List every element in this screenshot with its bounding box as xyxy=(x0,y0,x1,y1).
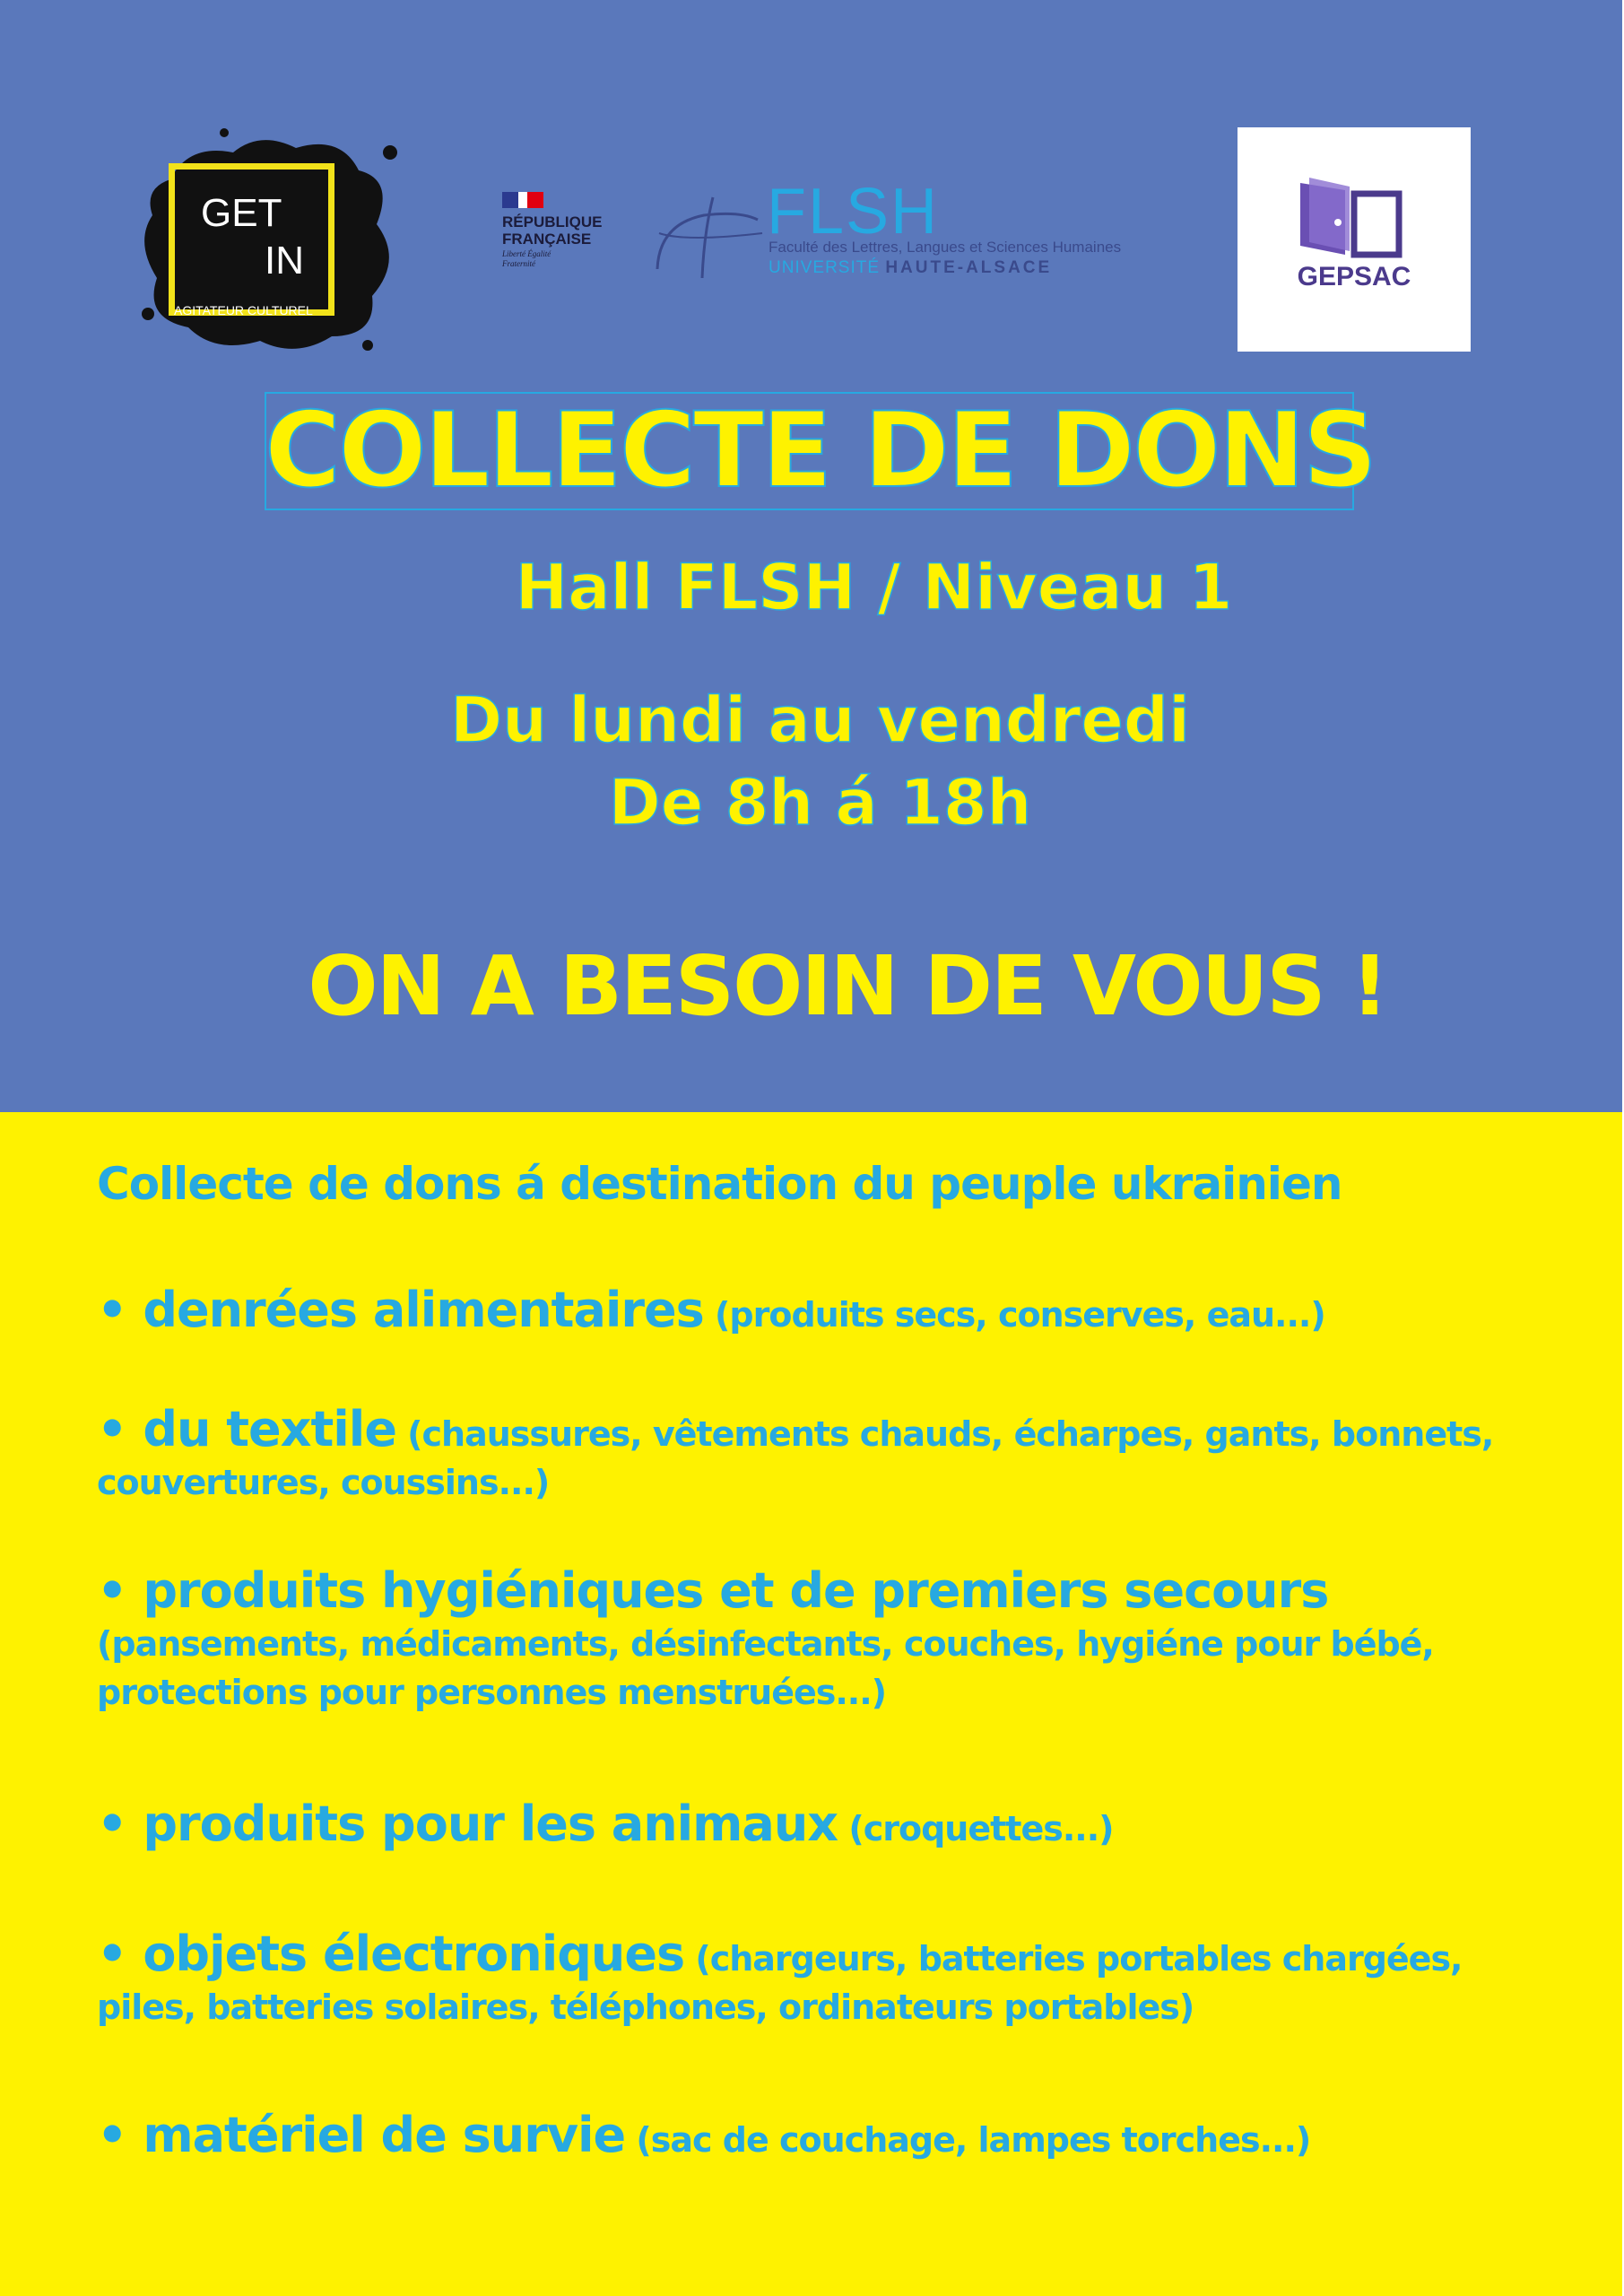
flsh-subtitle: Faculté des Lettres, Langues et Sciences Humaines xyxy=(769,239,1122,256)
getin-tagline: AGITATEUR CULTUREL xyxy=(174,303,313,317)
list-item xyxy=(97,1562,1568,1717)
item-title: • produits pour les animaux xyxy=(97,1796,838,1852)
call-to-action: ON A BESOIN DE VOUS ! xyxy=(308,938,1387,1034)
days-text: Du lundi au vendredi xyxy=(449,683,1191,757)
item-title: • produits hygiéniques et de premiers secours xyxy=(97,1562,1329,1619)
republique-francaise-logo xyxy=(499,188,615,287)
flsh-acronym: FLSH xyxy=(767,176,940,248)
list-item xyxy=(97,2109,1568,2164)
item-title: • du textile xyxy=(97,1401,396,1457)
getin-line2: IN xyxy=(265,239,304,283)
flsh-swoosh-icon xyxy=(650,179,767,287)
hours-text: De 8h á 18h xyxy=(608,766,1032,839)
flsh-logo xyxy=(650,176,1125,287)
getin-logo xyxy=(135,126,404,359)
item-title: • objets électroniques xyxy=(97,1926,685,1982)
book-door-icon xyxy=(1238,127,1471,262)
collection-intro: Collecte de dons á destination du peuple ukrainien xyxy=(97,1158,1342,1210)
list-item xyxy=(97,1284,1568,1339)
item-title: • denrées alimentaires xyxy=(97,1282,704,1338)
gepsac-logo xyxy=(1238,127,1471,352)
location-text: Hall FLSH / Niveau 1 xyxy=(515,551,1233,624)
getin-line1: GET xyxy=(201,191,282,235)
getin-frame xyxy=(169,163,334,316)
list-item xyxy=(97,1401,1568,1507)
marianne-flag-icon xyxy=(502,192,543,208)
page-title: COLLECTE DE DONS xyxy=(265,390,1376,511)
item-title: • matériel de survie xyxy=(97,2107,626,2163)
flsh-university: UNIVERSITÉ HAUTE-ALSACE xyxy=(769,258,1053,277)
republique-name: RÉPUBLIQUE FRANÇAISE xyxy=(502,213,603,248)
list-item xyxy=(97,1928,1568,2031)
item-detail: (croquettes...) xyxy=(838,1809,1114,1848)
item-detail: (chargeurs, batteries portables chargées, piles, batteries solaires, téléphones, ordinateurs portables) xyxy=(97,1939,1463,2027)
gepsac-name: GEPSAC xyxy=(1297,262,1411,291)
republique-motto: Liberté Égalité Fraternité xyxy=(502,249,551,268)
item-detail: (pansements, médicaments, désinfectants, couches, hygiéne pour bébé, protections pour personnes menstruées...) xyxy=(97,1624,1434,1712)
item-detail: (produits secs, conserves, eau...) xyxy=(703,1295,1325,1335)
item-detail: (sac de couchage, lampes torches...) xyxy=(625,2120,1311,2160)
list-item xyxy=(97,1798,1568,1853)
item-detail: (chaussures, vêtements chauds, écharpes, gants, bonnets, couvertures, coussins...) xyxy=(97,1414,1494,1502)
